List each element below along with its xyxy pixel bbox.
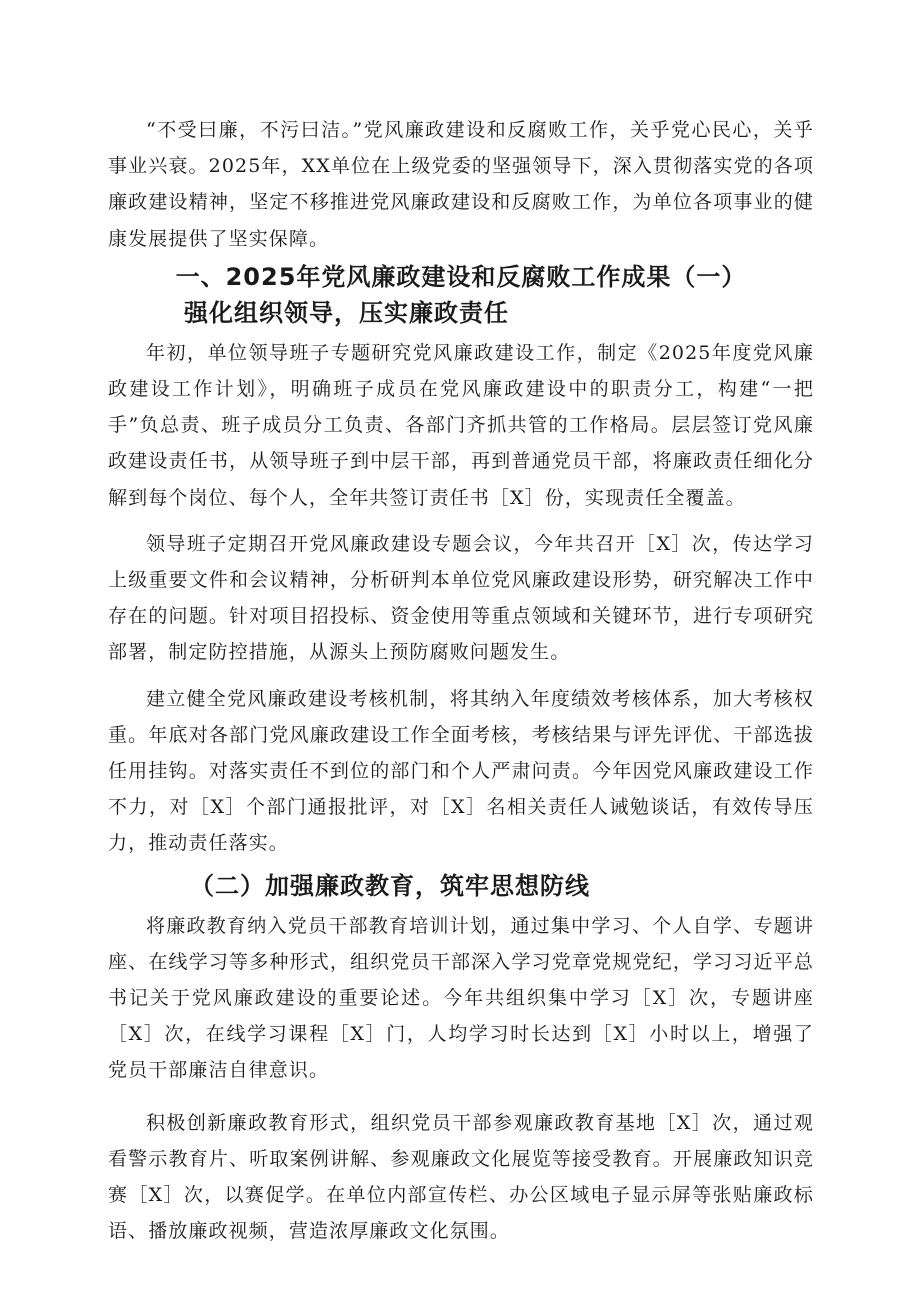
section-heading-1 [108,259,814,331]
section1-paragraph: 建立健全党风廉政建设考核机制，将其纳入年度绩效考核体系，加大考核权重。年底对各部门党风廉政建设工作全面考核，考核结果与评先评优、干部选拔任用挂钩。对落实责任不到位的部门和个人严肃问责。今年因党风廉政建设工作不力，对［X］个部门通报批评，对［X］名相关责任人诫勉谈话，有效传导压力，推动责任落实。 [108,687,814,855]
section-heading-1-line2: 强化组织领导，压实廉政责任 [184,298,509,327]
section-heading-1-line1: 一、2025年党风廉政建设和反腐败工作成果（一） [175,262,747,291]
section-heading-2: （二）加强廉政教育，筑牢思想防线 [190,871,590,900]
document-page [108,112,814,1249]
intro-paragraph: “不受曰廉，不污曰洁。”党风廉政建设和反腐败工作，关乎党心民心，关乎事业兴衰。2025年，XX单位在上级党委的坚强领导下，深入贯彻落实党的各项廉政建设精神，坚定不移推进党风廉政建设和反腐败工作，为单位各项事业的健康发展提供了坚实保障。 [108,119,814,250]
section1-paragraph: 年初，单位领导班子专题研究党风廉政建设工作，制定《2025年度党风廉政建设工作计划》，明确班子成员在党风廉政建设中的职责分工，构建“一把手”负总责、班子成员分工负责、各部门齐抓共管的工作格局。层层签订党风廉政建设责任书，从领导班子到中层干部，再到普通党员干部，将廉政责任细化分解到每个岗位、每个人，全年共签订责任书［X］份，实现责任全覆盖。 [108,341,814,509]
section2-paragraph: 积极创新廉政教育形式，组织党员干部参观廉政教育基地［X］次，通过观看警示教育片、听取案例讲解、参观廉政文化展览等接受教育。开展廉政知识竞赛［X］次，以赛促学。在单位内部宣传栏、办公区域电子显示屏等张贴廉政标语、播放廉政视频，营造浓厚廉政文化氛围。 [108,1111,814,1243]
section1-paragraph: 领导班子定期召开党风廉政建设专题会议，今年共召开［X］次，传达学习上级重要文件和会议精神，分析研判本单位党风廉政建设形势，研究解决工作中存在的问题。针对项目招投标、资金使用等重点领域和关键环节，进行专项研究部署，制定防控措施，从源头上预防腐败问题发生。 [108,532,814,664]
section2-paragraph: 将廉政教育纳入党员干部教育培训计划，通过集中学习、个人自学、专题讲座、在线学习等多种形式，组织党员干部深入学习党章党规党纪，学习习近平总书记关于党风廉政建设的重要论述。今年共组织集中学习［X］次，专题讲座［X］次，在线学习课程［X］门，人均学习时长达到［X］小时以上，增强了党员干部廉洁自律意识。 [108,914,814,1082]
